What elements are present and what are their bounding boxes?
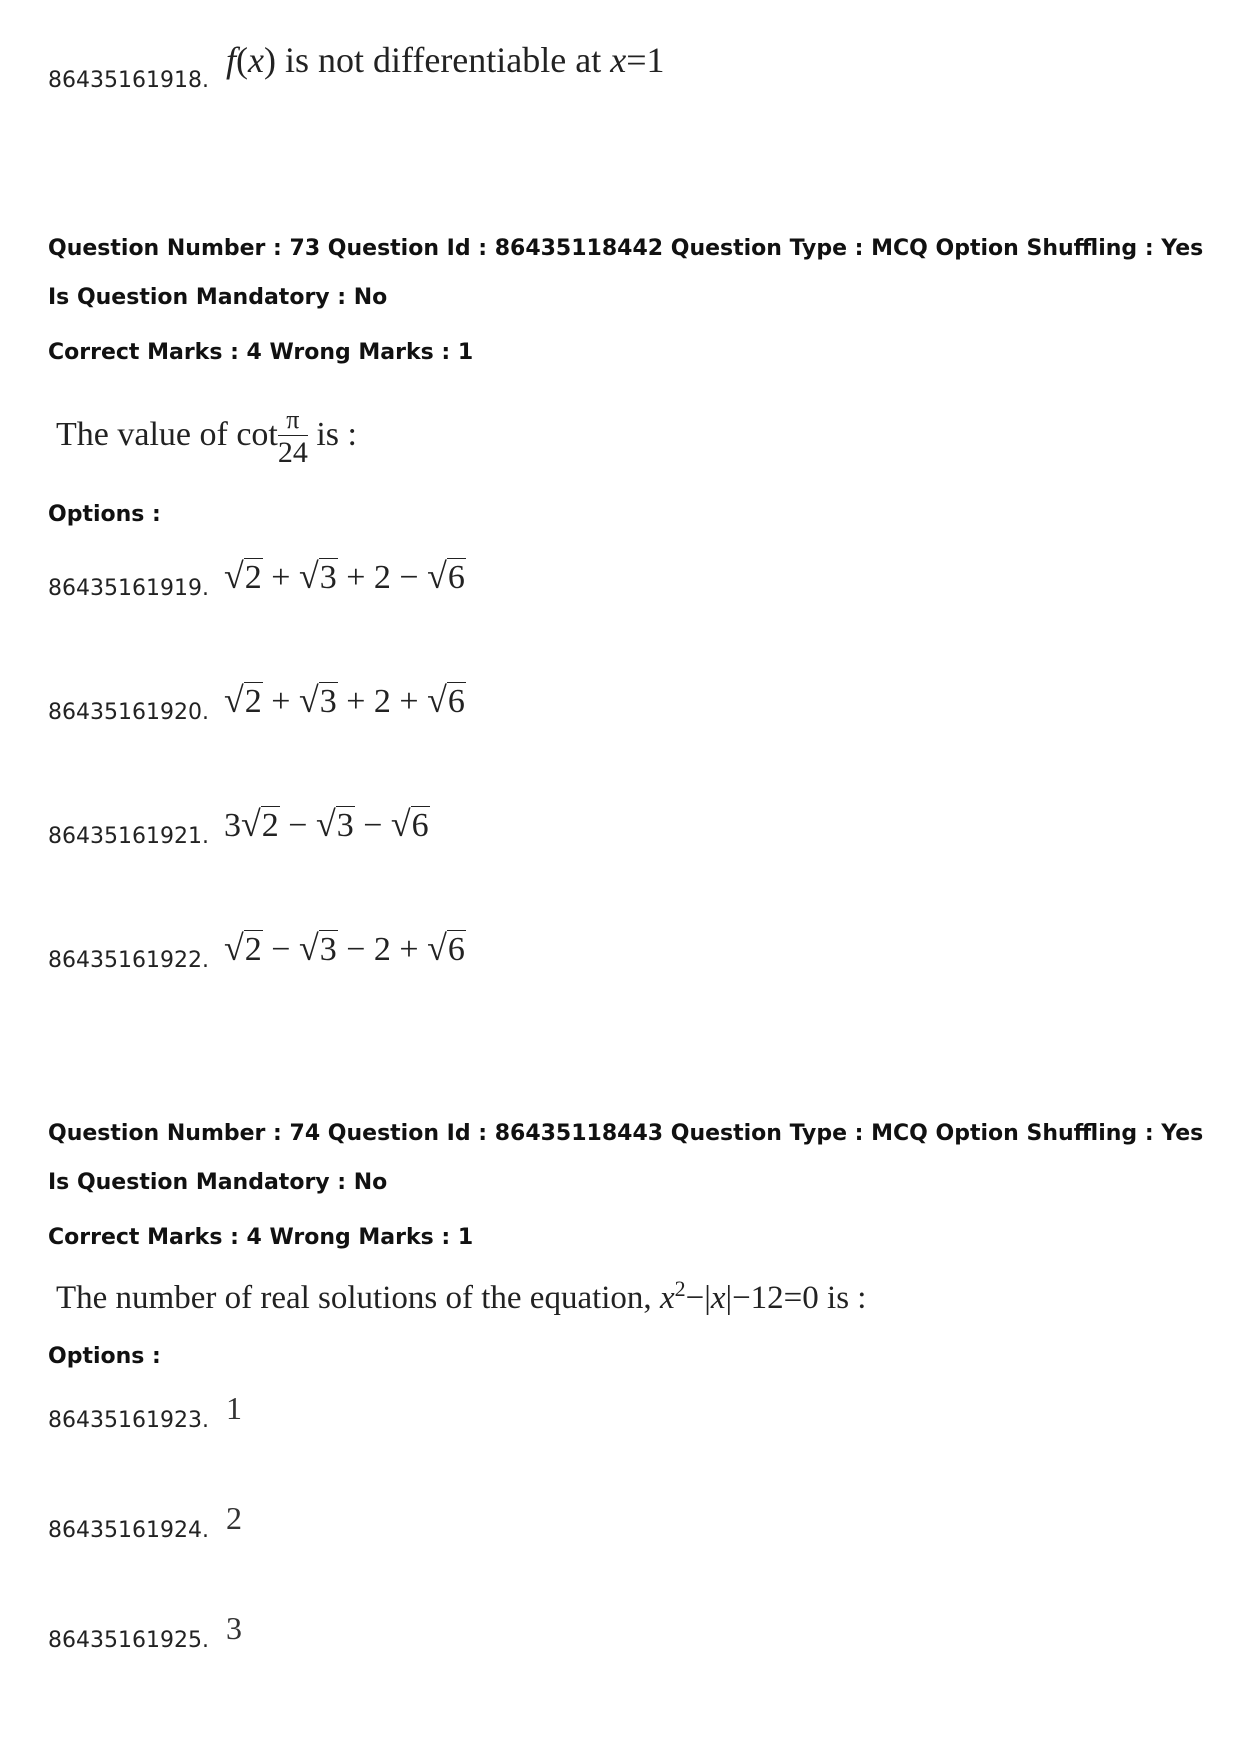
- option-math: [224, 806, 430, 843]
- radicand: 2: [244, 683, 262, 720]
- math-paren-open: (: [236, 40, 249, 80]
- options-label: Options :: [48, 1344, 161, 1369]
- sqrt-term: [391, 806, 430, 843]
- sqrt-term: [224, 682, 263, 719]
- sqrt-term: [427, 682, 466, 719]
- math-variable: x: [248, 40, 264, 80]
- option-id: 86435161924.: [48, 1518, 209, 1543]
- sqrt-term: [427, 930, 466, 967]
- math-function: f: [226, 40, 237, 80]
- radicand: 2: [244, 931, 262, 968]
- option-id: 86435161922.: [48, 948, 209, 973]
- fraction-numerator: π: [278, 406, 308, 436]
- sqrt-term: [224, 558, 263, 595]
- question-marks: Correct Marks : 4 Wrong Marks : 1: [48, 1225, 474, 1250]
- radicand: 6: [447, 559, 465, 596]
- sqrt-term: [241, 806, 280, 843]
- sqrt-term: [427, 558, 466, 595]
- question-marks: Correct Marks : 4 Wrong Marks : 1: [48, 340, 474, 365]
- option-row[interactable]: [48, 930, 848, 990]
- radicand: 6: [447, 683, 465, 720]
- option-id: 86435161925.: [48, 1628, 209, 1653]
- question-mandatory: Is Question Mandatory : No: [48, 285, 388, 310]
- question-header: Question Number : 74 Question Id : 86435118443 Question Type : MCQ Option Shuffling : Yes: [48, 1121, 1204, 1146]
- option-id: 86435161918.: [48, 68, 209, 93]
- option-row: [48, 38, 1048, 98]
- option-row[interactable]: [48, 1610, 648, 1660]
- stem-text: is :: [307, 416, 357, 454]
- sqrt-sign-icon: √: [390, 804, 411, 844]
- fraction-denominator: 24: [277, 435, 308, 469]
- option-math: [226, 42, 665, 78]
- question-stem: [56, 406, 357, 469]
- stem-fraction: [278, 406, 308, 469]
- radicand: 6: [447, 931, 465, 968]
- option-value: 3: [226, 1610, 242, 1646]
- sqrt-sign-icon: √: [298, 556, 319, 596]
- math-paren-close: ): [264, 40, 276, 80]
- stem-text: The number of real solutions of the equation,: [56, 1280, 660, 1316]
- question-mandatory: Is Question Mandatory : No: [48, 1170, 388, 1195]
- option-math: [224, 558, 466, 595]
- math-variable: x: [610, 40, 627, 80]
- sqrt-sign-icon: √: [298, 928, 319, 968]
- option-id: 86435161921.: [48, 824, 209, 849]
- radicand: 2: [244, 559, 262, 596]
- option-row[interactable]: [48, 806, 848, 866]
- stem-function: cot: [236, 416, 278, 454]
- sqrt-sign-icon: √: [224, 680, 244, 720]
- math-operator: +: [262, 683, 299, 720]
- option-row[interactable]: [48, 558, 848, 618]
- options-label: Options :: [48, 502, 161, 527]
- sqrt-sign-icon: √: [241, 804, 261, 844]
- math-variable: x: [710, 1280, 726, 1316]
- sqrt-term: [299, 682, 338, 719]
- sqrt-sign-icon: √: [298, 680, 319, 720]
- math-operator: + 2 −: [337, 559, 428, 596]
- math-text: is not differentiable at: [276, 40, 611, 80]
- option-id: 86435161923.: [48, 1408, 209, 1433]
- stem-text: |−12=0 is :: [725, 1280, 867, 1316]
- option-id: 86435161920.: [48, 700, 209, 725]
- math-operator: −: [279, 807, 316, 844]
- radicand: 3: [319, 931, 337, 968]
- radicand: 2: [261, 807, 279, 844]
- question-header: Question Number : 73 Question Id : 86435118442 Question Type : MCQ Option Shuffling : Yes: [48, 236, 1204, 261]
- sqrt-term: [299, 930, 338, 967]
- radicand: 3: [319, 683, 337, 720]
- sqrt-sign-icon: √: [427, 680, 447, 720]
- math-operator: +: [262, 559, 299, 596]
- option-row[interactable]: [48, 1500, 648, 1550]
- math-variable: x: [659, 1280, 675, 1316]
- option-value: 2: [226, 1500, 242, 1536]
- sqrt-sign-icon: √: [315, 804, 336, 844]
- option-row[interactable]: [48, 682, 848, 742]
- sqrt-sign-icon: √: [427, 556, 447, 596]
- sqrt-term: [299, 558, 338, 595]
- option-math: [224, 682, 466, 719]
- math-coefficient: 3: [224, 807, 241, 844]
- option-id: 86435161919.: [48, 576, 209, 601]
- sqrt-sign-icon: √: [224, 556, 244, 596]
- option-row[interactable]: [48, 1390, 648, 1440]
- option-math: [224, 930, 466, 967]
- sqrt-term: [316, 806, 355, 843]
- math-operator: −|: [685, 1280, 711, 1316]
- math-operator: −: [262, 931, 299, 968]
- sqrt-term: [224, 930, 263, 967]
- option-value: 1: [226, 1390, 242, 1426]
- question-stem: [56, 1278, 866, 1315]
- stem-text: The value of: [56, 416, 237, 454]
- radicand: 3: [336, 807, 354, 844]
- radicand: 3: [319, 559, 337, 596]
- math-exponent: 2: [674, 1276, 686, 1301]
- math-operator: −: [354, 807, 391, 844]
- radicand: 6: [411, 807, 429, 844]
- math-text: =1: [626, 40, 665, 80]
- sqrt-sign-icon: √: [427, 928, 447, 968]
- math-operator: + 2 +: [337, 683, 428, 720]
- sqrt-sign-icon: √: [224, 928, 244, 968]
- math-operator: − 2 +: [337, 931, 428, 968]
